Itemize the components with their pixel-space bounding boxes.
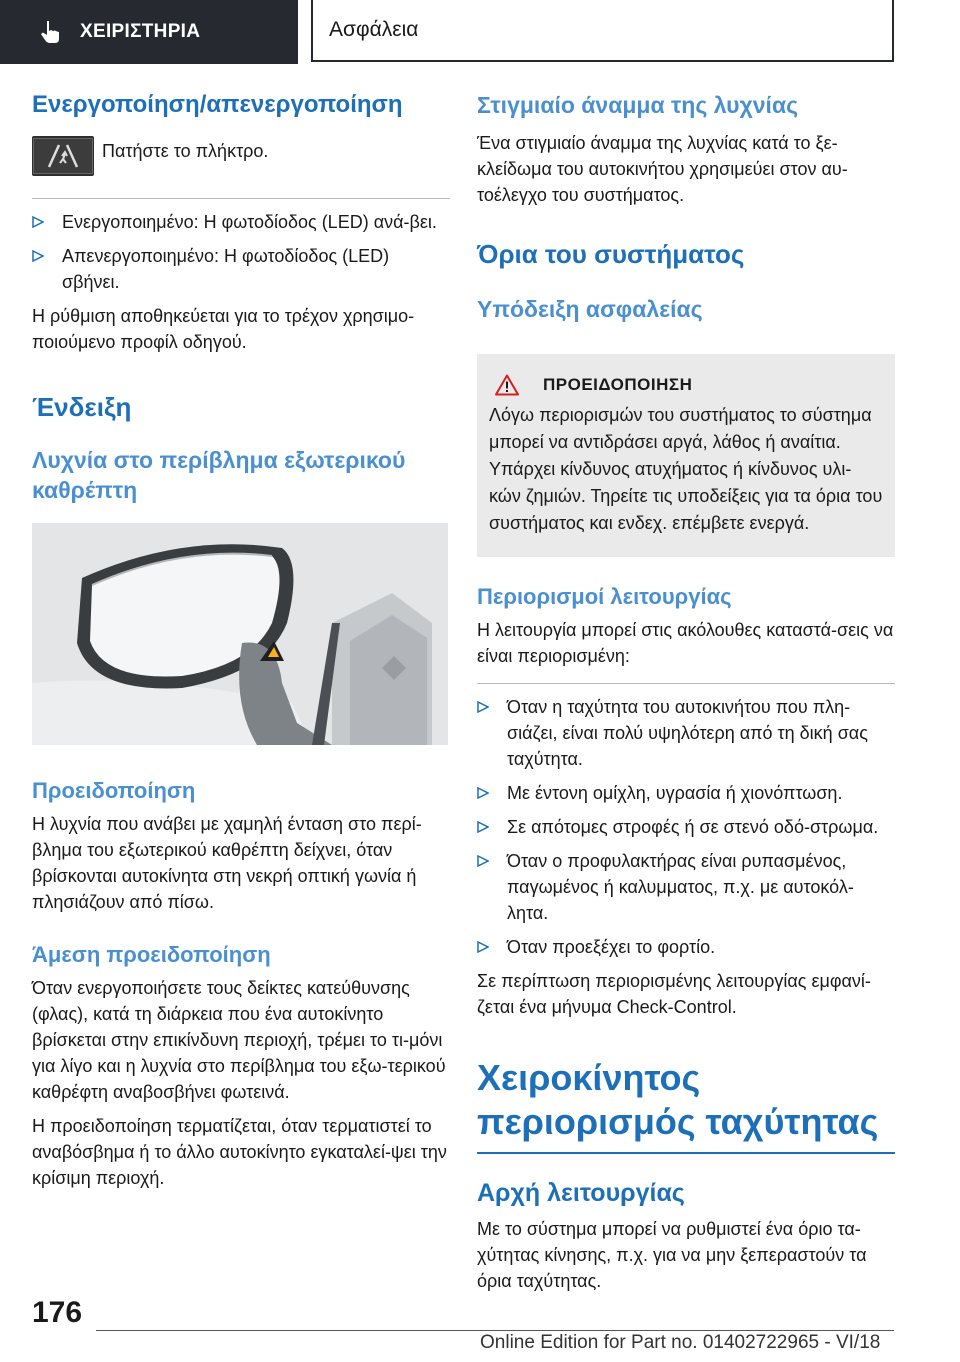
heading-rule xyxy=(477,1152,895,1154)
heading-function-limits: Περιορισμοί λειτουργίας xyxy=(477,584,732,609)
list-item: Όταν ο προφυλακτήρας είναι ρυπασμένος, παγωμένος ή καλυμματος, π.χ. με αυτοκόλ-λητα. xyxy=(477,848,895,926)
edition-text: Online Edition for Part no. 01402722965 - VI/18 xyxy=(480,1332,881,1353)
limits-list xyxy=(477,694,895,960)
list-item: Ενεργοποιημένο: Η φωτοδίοδος (LED) ανά-βει. xyxy=(32,209,450,235)
triangle-bullet-icon xyxy=(32,216,44,228)
heading-activation: Ενεργοποίηση/απενεργοποίηση xyxy=(32,91,403,118)
triangle-bullet-icon xyxy=(32,250,44,262)
divider xyxy=(32,198,450,199)
heading-mirror-lamp: Λυχνία στο περίβλημα εξωτερικού καθρέπτη xyxy=(32,447,406,503)
prewarning-text: Η λυχνία που ανάβει με χαμηλή ένταση στο περί-βλημα του εξωτερικού καθρέπτη δείχνει, όταν βρίσκονται αυτοκίνητα στη νεκρή οπτική γωνία ή πλησιάζουν από πίσω. xyxy=(32,814,422,912)
check-control-text: Σε περίπτωση περιορισμένης λειτουργίας εμφανί-ζεται ένα μήνυμα Check-Control. xyxy=(477,971,871,1017)
side-mirror-illustration xyxy=(32,523,448,745)
heading-indication: Ένδειξη xyxy=(32,392,132,422)
heading-manual-speed-limit: Χειροκίνητος περιορισμός ταχύτητας xyxy=(477,1057,879,1142)
warning-text: Λόγω περιορισμών του συστήματος το σύστημα μπορεί να αντιδράσει αργά, λάθος ή αναίτια. Υπάρχει κίνδυνος ατυχήματος ή κίνδυνος υλι-κών ζημιών. Τηρείτε τις υποδείξεις για τα όρια του συστήματος και ενδεχ. επέμβετε ενεργά. xyxy=(489,405,883,533)
activation-list xyxy=(32,209,450,295)
heading-limits: Όρια του συστήματος xyxy=(477,239,745,269)
section-label: Ασφάλεια xyxy=(329,18,419,41)
list-item: Όταν προεξέχει το φορτίο. xyxy=(477,934,895,960)
press-button-text: Πατήστε το πλήκτρο. xyxy=(102,141,269,161)
triangle-bullet-icon xyxy=(477,701,489,713)
list-item: Απενεργοποιημένο: Η φωτοδίοδος (LED) σβήνει. xyxy=(32,243,450,295)
hand-pointer-icon xyxy=(38,19,64,45)
saved-setting-text: Η ρύθμιση αποθηκεύεται για το τρέχον χρησιμο-ποιούμενο προφίλ οδηγού. xyxy=(32,306,415,352)
footer-rule xyxy=(96,1330,894,1331)
section-header xyxy=(311,0,894,62)
page-number: 176 xyxy=(32,1296,83,1329)
triangle-bullet-icon xyxy=(477,787,489,799)
heading-prewarning: Προειδοποίηση xyxy=(32,778,196,803)
left-column xyxy=(32,90,450,1191)
divider xyxy=(477,683,895,684)
list-item: Με έντονη ομίχλη, υγρασία ή χιονόπτωση. xyxy=(477,780,895,806)
lane-warning-icon xyxy=(46,143,80,169)
chapter-tab[interactable] xyxy=(0,0,298,64)
lane-change-button-image xyxy=(32,136,94,176)
heading-flash: Στιγμιαίο άναμμα της λυχνίας xyxy=(477,92,799,118)
heading-safety-note: Υπόδειξη ασφαλείας xyxy=(477,296,703,322)
heading-acute-warning: Άμεση προειδοποίηση xyxy=(32,942,271,967)
warning-triangle-icon xyxy=(495,374,519,396)
list-item: Όταν η ταχύτητα του αυτοκινήτου που πλη-σιάζει, είναι πολύ υψηλότερη από τη δική σας ταχύτητα. xyxy=(477,694,895,772)
warning-box xyxy=(477,354,895,557)
acute-end-text: Η προειδοποίηση τερματίζεται, όταν τερματιστεί το αναβόσβημα ή το άλλο αυτοκίνητο εγκαταλεί-ψει την κρίσιμη περιοχή. xyxy=(32,1116,447,1188)
list-item: Σε απότομες στροφές ή σε στενό οδό-στρωμα. xyxy=(477,814,895,840)
triangle-bullet-icon xyxy=(477,855,489,867)
button-instruction xyxy=(32,136,450,176)
principle-text: Με το σύστημα μπορεί να ρυθμιστεί ένα όριο τα-χύτητας κίνησης, π.χ. για να μην ξεπεραστούν τα όρια ταχύτητας. xyxy=(477,1219,867,1291)
triangle-bullet-icon xyxy=(477,941,489,953)
flash-text: Ένα στιγμιαίο άναμμα της λυχνίας κατά το ξε-κλείδωμα του αυτοκινήτου χρησιμεύει στον αυ-τοέλεγχο του συστήματος. xyxy=(477,133,848,205)
mirror-photo xyxy=(32,523,448,745)
chapter-tab-label: ΧΕΙΡΙΣΤΗΡΙΑ xyxy=(80,21,201,42)
heading-principle: Αρχή λειτουργίας xyxy=(477,1179,685,1207)
right-column xyxy=(477,90,895,1294)
triangle-bullet-icon xyxy=(477,821,489,833)
warning-title: ΠΡΟΕΙΔΟΠΟΙΗΣΗ xyxy=(543,375,693,394)
acute-warning-text: Όταν ενεργοποιήσετε τους δείκτες κατεύθυνσης (φλας), κατά τη διάρκεια που ένα αυτοκίνητο βρίσκεται στην επικίνδυνη περιοχή, τρέμει το τι-μόνι για λίγο και η λυχνία στο περίβλημα του εξω-τερικού καθρέφτη αναβοσβήνει φωτεινά. xyxy=(32,978,446,1102)
function-limits-intro: Η λειτουργία μπορεί στις ακόλουθες καταστά-σεις να είναι περιορισμένη: xyxy=(477,620,894,666)
